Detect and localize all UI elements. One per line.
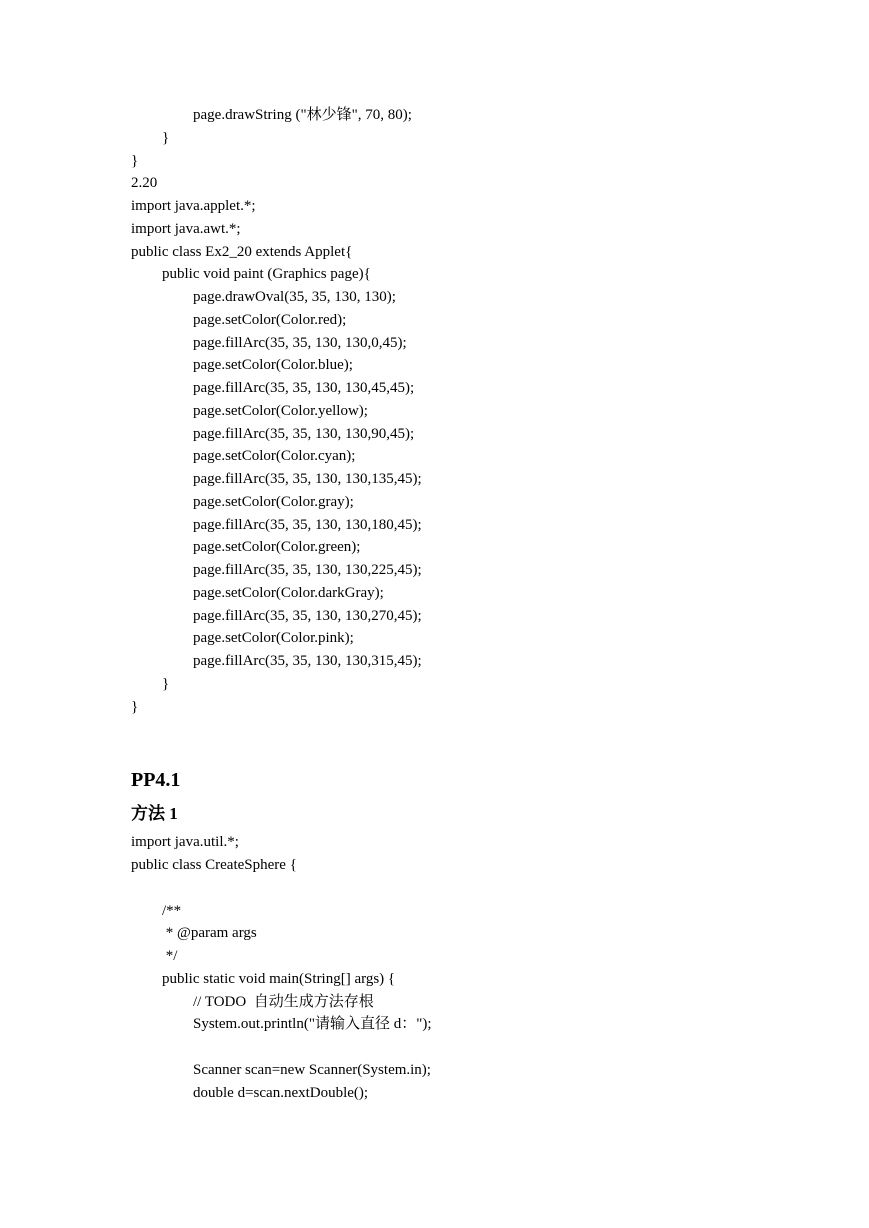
code-line: * @param args [162,925,257,942]
code-line: } [162,675,170,692]
code-line: page.setColor(Color.darkGray); [193,584,384,601]
blank-line [131,1036,811,1059]
code-line: double d=scan.nextDouble(); [193,1084,369,1101]
code-line: public void paint (Graphics page){ [162,266,371,283]
code-line: import java.applet.*; [131,198,256,214]
code-line: page.fillArc(35, 35, 130, 130,180,45); [193,516,422,533]
section-heading-pp4-1: PP4.1 [131,769,181,792]
code-line: page.setColor(Color.yellow); [193,402,368,419]
code-line: page.fillArc(35, 35, 130, 130,0,45); [193,334,407,351]
code-line: /** [162,902,182,919]
subsection-heading-method-1: 方法 1 [131,804,178,824]
code-line: System.out.println("请输入直径 d："); [193,1016,432,1033]
code-line: // TODO 自动生成方法存根 [193,993,374,1010]
code-line: page.fillArc(35, 35, 130, 130,270,45); [193,607,422,624]
spacer [131,718,811,763]
code-block-create-sphere [131,831,811,1104]
code-line: page.drawString ("林少锋", 70, 80); [193,107,412,123]
code-block-ex2-20 [131,104,811,718]
code-line: } [131,152,139,169]
code-line: page.fillArc(35, 35, 130, 130,225,45); [193,562,422,578]
code-line: page.drawOval(35, 35, 130, 130); [193,289,396,305]
code-line: import java.util.*; [131,834,239,851]
code-line: page.setColor(Color.gray); [193,493,354,510]
code-line: */ [162,948,178,964]
code-line: page.fillArc(35, 35, 130, 130,90,45); [193,425,415,442]
code-line: } [162,129,170,146]
code-line: page.setColor(Color.green); [193,539,361,556]
code-line: public class CreateSphere { [131,857,297,873]
code-line: public static void main(String[] args) { [162,970,396,987]
code-line: page.fillArc(35, 35, 130, 130,135,45); [193,471,422,487]
code-line: Scanner scan=new Scanner(System.in); [193,1061,431,1078]
code-line: page.fillArc(35, 35, 130, 130,315,45); [193,653,422,669]
code-line: page.setColor(Color.blue); [193,357,353,374]
code-line: page.setColor(Color.red); [193,311,347,328]
code-line: public class Ex2_20 extends Applet{ [131,243,353,260]
code-line: page.setColor(Color.pink); [193,630,354,647]
code-line: 2.20 [131,175,158,192]
code-line: page.fillArc(35, 35, 130, 130,45,45); [193,380,415,396]
code-line: page.setColor(Color.cyan); [193,448,356,465]
blank-line [131,877,811,900]
code-line: } [131,698,139,715]
document-content [131,104,811,1104]
code-line: import java.awt.*; [131,220,241,237]
